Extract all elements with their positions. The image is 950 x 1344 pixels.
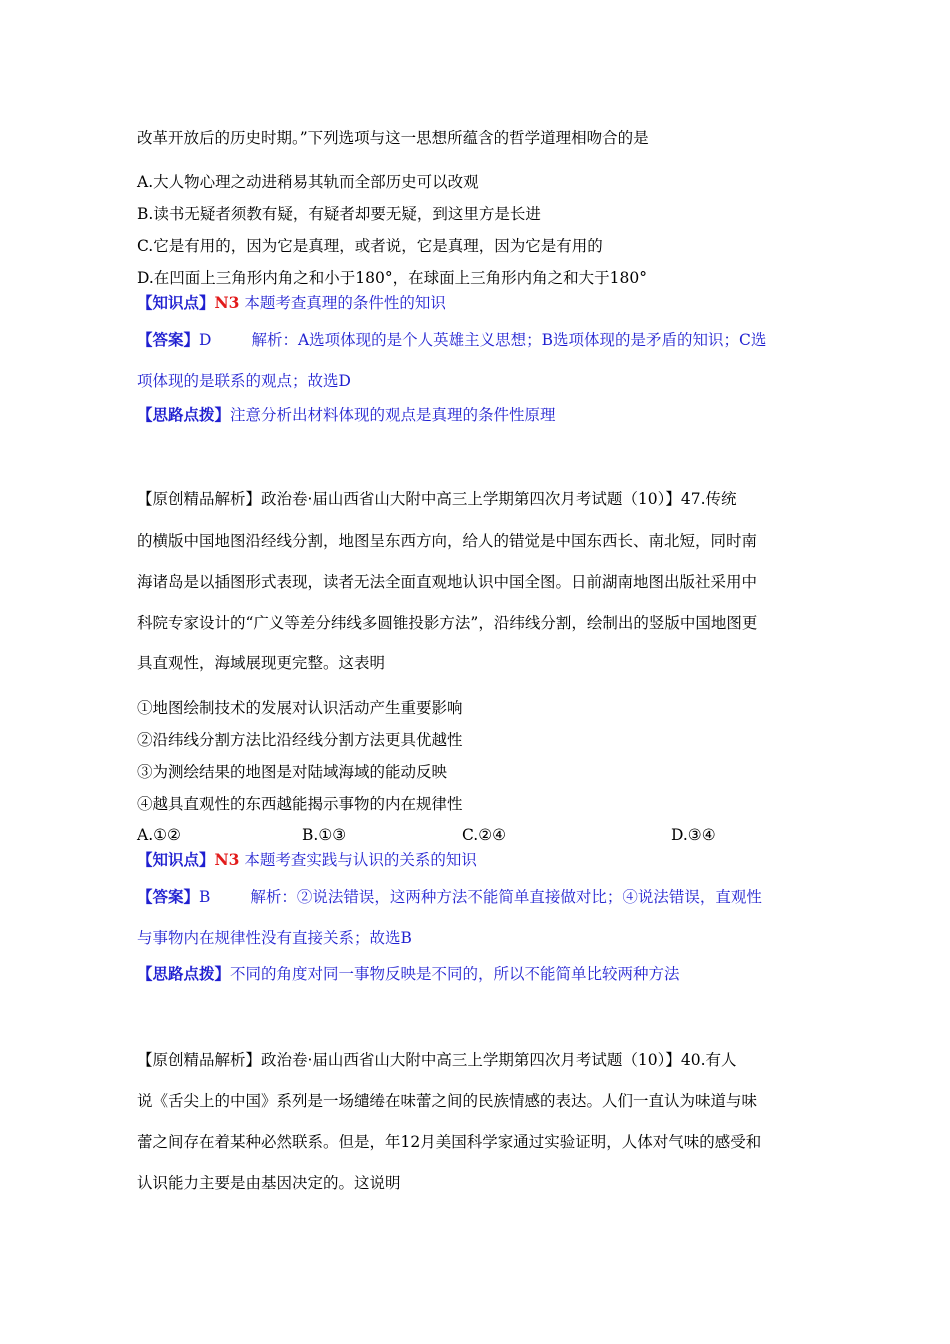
q2-choice-a: A.①② [137,826,181,844]
kp-code: N3 [214,850,240,869]
q2-choice-d: D.③④ [671,826,716,844]
tip-label: 【思路点拨】 [137,405,231,424]
q2-answer [137,886,762,908]
tip-label: 【思路点拨】 [137,964,231,983]
answer-label: 【答案】 [137,330,200,349]
q2-knowledge-point [137,849,477,871]
tip-text: 注意分析出材料体现的观点是真理的条件性原理 [230,406,556,424]
q3-stem-line-2: 说《舌尖上的中国》系列是一场缱绻在味蕾之间的民族情感的表达。人们一直认为味道与味 [137,1092,758,1110]
q1-option-d: D.在凹面上三角形内角之和小于180°，在球面上三角形内角之和大于180° [137,269,647,287]
kp-label: 【知识点】 [137,850,215,869]
answer-value: D [199,331,212,349]
kp-code: N3 [214,293,240,312]
kp-label: 【知识点】 [137,293,215,312]
q2-stem-line-4: 科院专家设计的“广义等差分纬线多圆锥投影方法”，沿纬线分割，绘制出的竖版中国地图更 [137,614,758,632]
kp-text: 本题考查实践与认识的关系的知识 [239,851,477,869]
q1-knowledge-point [137,292,446,314]
q2-statement-1: ①地图绘制技术的发展对认识活动产生重要影响 [137,699,463,717]
q2-statement-4: ④越具直观性的东西越能揭示事物的内在规律性 [137,795,463,813]
q2-choice-c: C.②④ [462,826,507,844]
q3-stem-line-1: 【原创精品解析】政治卷·届山西省山大附中高三上学期第四次月考试题（10）】40.有人 [137,1051,737,1069]
kp-text: 本题考查真理的条件性的知识 [239,294,446,312]
q2-stem-line-3: 海诸岛是以插图形式表现，读者无法全面直观地认识中国全图。日前湖南地图出版社采用中 [137,573,758,591]
q2-stem-line-1 [137,488,737,510]
q2-stem-text-1: 【原创精品解析】政治卷·届山西省山大附中高三上学期第四次月考试题（10）】47.传统 [137,490,737,508]
q1-analysis-cont: 项体现的是联系的观点；故选D [137,372,351,390]
answer-label: 【答案】 [137,887,200,906]
q1-option-a: A.大人物心理之动进稍易其轨而全部历史可以改观 [137,173,479,191]
tip-text: 不同的角度对同一事物反映是不同的，所以不能简单比较两种方法 [230,965,680,983]
q2-tip [137,963,680,985]
analysis-text: 解析：A选项体现的是个人英雄主义思想；B选项体现的是矛盾的知识；C选 [251,331,767,349]
q2-stem-line-2: 的横版中国地图沿经线分割，地图呈东西方向，给人的错觉是中国东西长、南北短，同时南 [137,532,758,550]
analysis-text: 解析：②说法错误，这两种方法不能简单直接做对比；④说法错误，直观性 [250,888,762,906]
q1-option-c: C.它是有用的，因为它是真理，或者说，它是真理，因为它是有用的 [137,237,603,255]
q3-stem-line-4: 认识能力主要是由基因决定的。这说明 [137,1174,401,1192]
answer-value: B [199,888,211,906]
q2-statement-3: ③为测绘结果的地图是对陆域海域的能动反映 [137,763,448,781]
q2-choice-b: B.①③ [302,826,347,844]
q1-option-b: B.读书无疑者须教有疑，有疑者却要无疑，到这里方是长进 [137,205,541,223]
q1-answer [137,329,766,351]
q3-stem-line-3: 蕾之间存在着某种必然联系。但是，年12月美国科学家通过实验证明，人体对气味的感受和 [137,1133,762,1151]
q1-stem: 改革开放后的历史时期。”下列选项与这一思想所蕴含的哲学道理相吻合的是 [137,129,649,147]
q1-tip [137,404,556,426]
q2-stem-line-5: 具直观性，海域展现更完整。这表明 [137,654,386,672]
q2-analysis-cont: 与事物内在规律性没有直接关系；故选B [137,929,412,947]
q2-statement-2: ②沿纬线分割方法比沿经线分割方法更具优越性 [137,731,463,749]
